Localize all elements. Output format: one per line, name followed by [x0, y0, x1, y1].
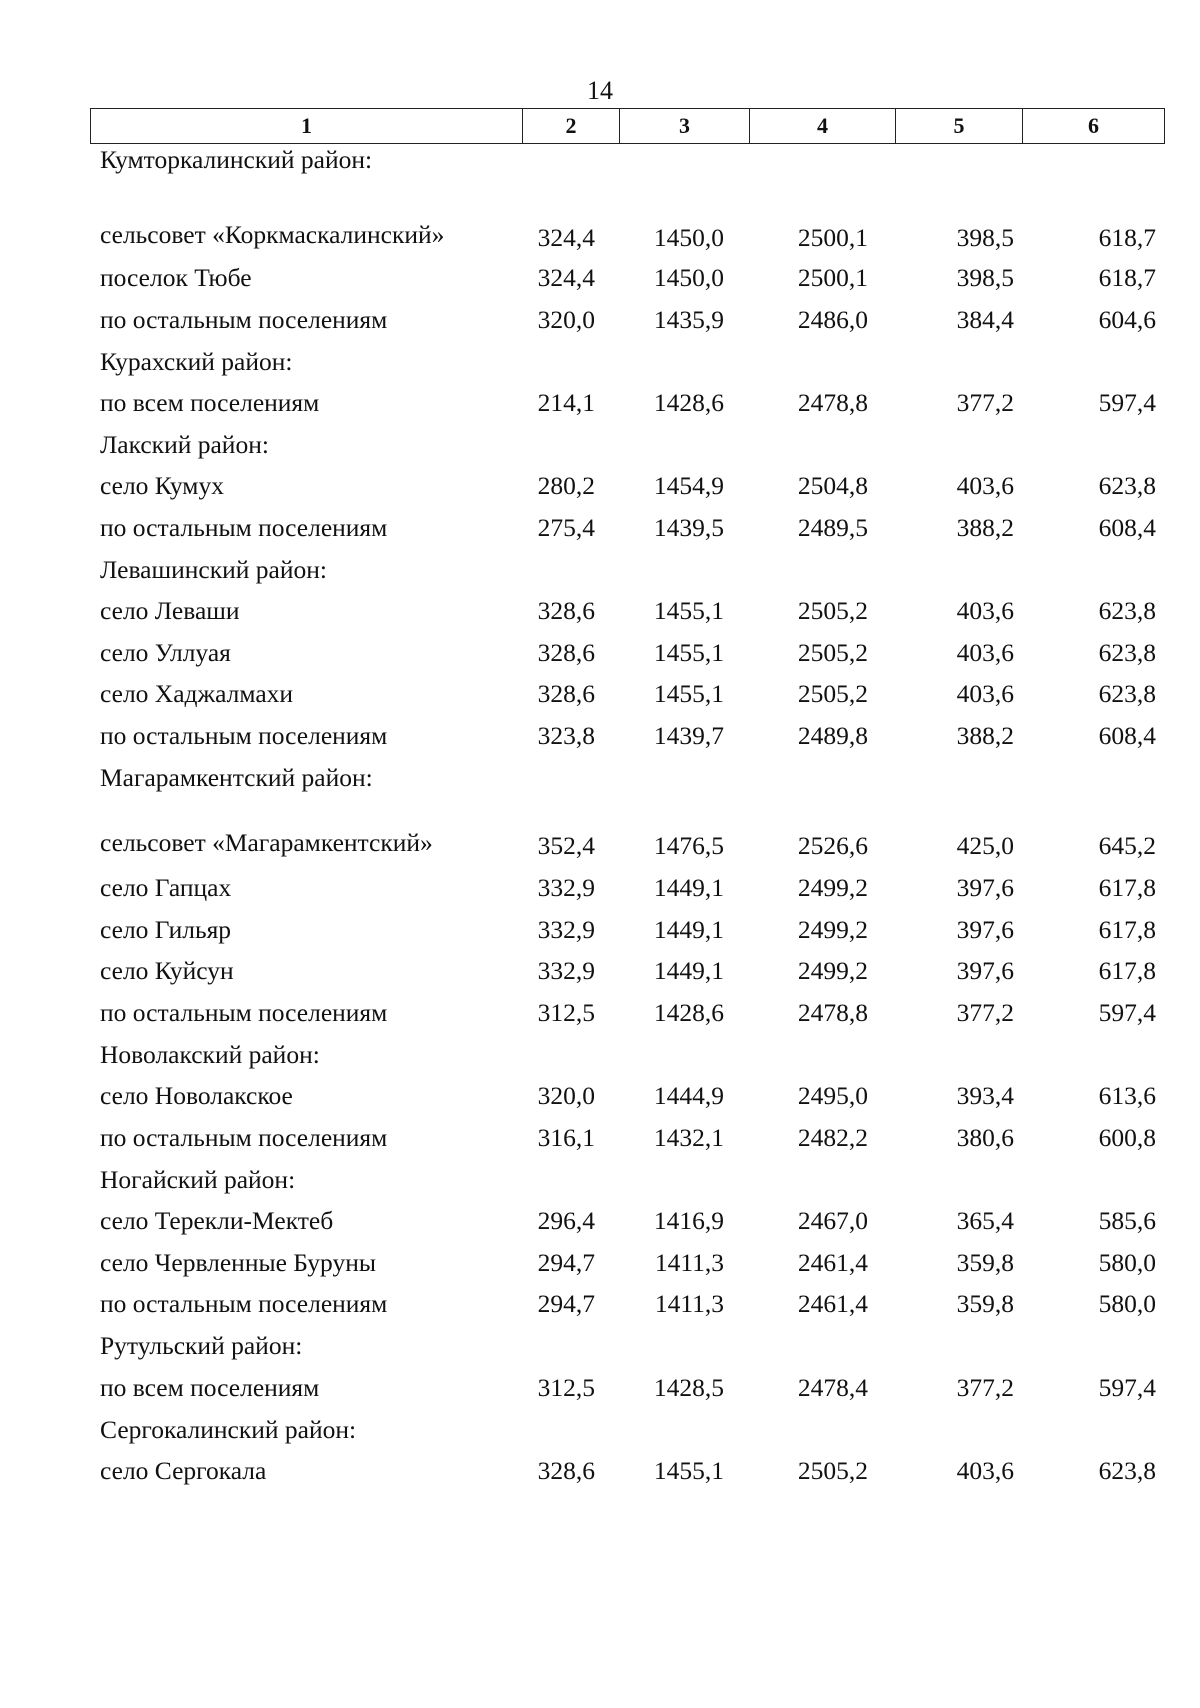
table-row [0, 910, 1200, 950]
value-col-6: 623,8 [1098, 679, 1156, 708]
value-col-3: 1450,0 [653, 223, 724, 252]
value-col-2: 332,9 [537, 873, 595, 902]
value-col-3: 1416,9 [653, 1206, 724, 1235]
value-col-6: 618,7 [1098, 263, 1156, 292]
value-col-5: 388,2 [956, 513, 1014, 542]
value-col-5: 359,8 [956, 1289, 1014, 1318]
table-row [0, 1201, 1200, 1241]
value-col-2: 294,7 [537, 1289, 595, 1318]
value-col-4: 2489,5 [797, 513, 868, 542]
settlement-name: по остальным поселениям [100, 513, 388, 542]
value-col-5: 359,8 [956, 1248, 1014, 1277]
value-col-2: 324,4 [537, 223, 595, 252]
district-name: Рутульский район: [100, 1331, 303, 1360]
column-header-5: 5 [896, 109, 1023, 144]
value-col-6: 623,8 [1098, 596, 1156, 625]
value-col-4: 2461,4 [797, 1289, 868, 1318]
value-col-2: 316,1 [537, 1123, 595, 1152]
table-row [0, 868, 1200, 908]
value-col-3: 1455,1 [653, 596, 724, 625]
value-col-4: 2478,4 [797, 1373, 868, 1402]
value-col-2: 328,6 [537, 638, 595, 667]
settlement-name: село Гильяр [100, 915, 232, 944]
settlement-name: село Уллуая [100, 638, 231, 667]
value-col-5: 397,6 [956, 873, 1014, 902]
value-col-3: 1411,3 [654, 1248, 724, 1277]
district-heading-row [0, 1326, 1200, 1366]
value-col-5: 377,2 [956, 1373, 1014, 1402]
value-col-4: 2504,8 [797, 471, 868, 500]
district-name: Лакский район: [100, 430, 269, 459]
column-header-row [91, 109, 1165, 144]
value-col-4: 2467,0 [797, 1206, 868, 1235]
table-row [0, 993, 1200, 1033]
value-col-4: 2478,8 [797, 998, 868, 1027]
value-col-6: 623,8 [1098, 638, 1156, 667]
value-col-3: 1444,9 [653, 1081, 724, 1110]
column-header-table [90, 108, 1165, 144]
column-header-4: 4 [750, 109, 896, 144]
value-col-5: 403,6 [956, 471, 1014, 500]
value-col-5: 403,6 [956, 638, 1014, 667]
value-col-2: 296,4 [537, 1206, 595, 1235]
value-col-3: 1411,3 [654, 1289, 724, 1318]
value-col-6: 580,0 [1098, 1289, 1156, 1318]
settlement-name: по остальным поселениям [100, 305, 388, 334]
column-header-6: 6 [1023, 109, 1165, 144]
value-col-3: 1435,9 [653, 305, 724, 334]
value-col-3: 1454,9 [653, 471, 724, 500]
value-col-5: 377,2 [956, 998, 1014, 1027]
value-col-4: 2499,2 [797, 873, 868, 902]
settlement-name: село Леваши [100, 596, 240, 625]
value-col-6: 604,6 [1098, 305, 1156, 334]
column-header-3: 3 [620, 109, 750, 144]
value-col-3: 1449,1 [653, 873, 724, 902]
value-col-5: 388,2 [956, 721, 1014, 750]
column-header-1: 1 [91, 109, 523, 144]
value-col-2: 323,8 [537, 721, 595, 750]
value-col-5: 380,6 [956, 1123, 1014, 1152]
value-col-2: 280,2 [537, 471, 595, 500]
value-col-3: 1449,1 [653, 915, 724, 944]
value-col-4: 2482,2 [797, 1123, 868, 1152]
value-col-3: 1428,6 [653, 998, 724, 1027]
district-heading-row [0, 550, 1200, 590]
settlement-name: село Гапцах [100, 873, 232, 902]
value-col-4: 2499,2 [797, 956, 868, 985]
page-number: 14 [587, 76, 613, 105]
value-col-2: 294,7 [537, 1248, 595, 1277]
table-row [0, 1284, 1200, 1324]
value-col-5: 397,6 [956, 915, 1014, 944]
table-row [0, 1451, 1200, 1491]
table-row [0, 1368, 1200, 1408]
value-col-6: 597,4 [1098, 998, 1156, 1027]
district-heading-row [0, 342, 1200, 382]
value-col-6: 580,0 [1098, 1248, 1156, 1277]
value-col-4: 2489,8 [797, 721, 868, 750]
district-name: Сергокалинский район: [100, 1415, 357, 1444]
settlement-name: поселок Тюбе [100, 263, 252, 292]
value-col-4: 2495,0 [797, 1081, 868, 1110]
value-col-5: 384,4 [956, 305, 1014, 334]
value-col-4: 2505,2 [797, 638, 868, 667]
district-heading-row [0, 1410, 1200, 1450]
value-col-4: 2461,4 [797, 1248, 868, 1277]
table-row [0, 1118, 1200, 1158]
value-col-2: 324,4 [537, 263, 595, 292]
value-col-4: 2505,2 [797, 1456, 868, 1485]
settlement-name: село Кумух [100, 471, 224, 500]
table-row [0, 591, 1200, 631]
value-col-2: 332,9 [537, 915, 595, 944]
value-col-3: 1432,1 [653, 1123, 724, 1152]
value-col-4: 2499,2 [797, 915, 868, 944]
value-col-2: 320,0 [537, 1081, 595, 1110]
table-row [0, 790, 1200, 866]
value-col-3: 1476,5 [653, 831, 724, 860]
settlement-name: село Терекли-Мектеб [100, 1206, 334, 1235]
table-row [0, 182, 1200, 258]
value-col-2: 328,6 [537, 679, 595, 708]
district-heading-row [0, 140, 1200, 180]
table-row [0, 1076, 1200, 1116]
table-row [0, 674, 1200, 714]
value-col-6: 623,8 [1098, 1456, 1156, 1485]
settlement-name: село Новолакское [100, 1081, 293, 1110]
value-col-6: 585,6 [1098, 1206, 1156, 1235]
value-col-5: 397,6 [956, 956, 1014, 985]
value-col-6: 617,8 [1098, 915, 1156, 944]
value-col-3: 1449,1 [653, 956, 724, 985]
value-col-2: 312,5 [537, 1373, 595, 1402]
value-col-6: 597,4 [1098, 388, 1156, 417]
table-row [0, 508, 1200, 548]
value-col-5: 403,6 [956, 596, 1014, 625]
value-col-2: 320,0 [537, 305, 595, 334]
settlement-name: сельсовет «Коркмаскалинский» [100, 220, 445, 249]
value-col-6: 600,8 [1098, 1123, 1156, 1152]
value-col-3: 1455,1 [653, 638, 724, 667]
value-col-6: 597,4 [1098, 1373, 1156, 1402]
value-col-2: 352,4 [537, 831, 595, 860]
settlement-name: село Куйсун [100, 956, 234, 985]
district-name: Новолакский район: [100, 1040, 320, 1069]
district-name: Курахский район: [100, 347, 293, 376]
table-row [0, 716, 1200, 756]
value-col-6: 613,6 [1098, 1081, 1156, 1110]
table-row [0, 1243, 1200, 1283]
value-col-3: 1428,6 [653, 388, 724, 417]
district-name: Кумторкалинский район: [100, 145, 373, 174]
value-col-2: 328,6 [537, 596, 595, 625]
value-col-5: 377,2 [956, 388, 1014, 417]
district-name: Ногайский район: [100, 1165, 296, 1194]
value-col-5: 398,5 [956, 223, 1014, 252]
settlement-name: по остальным поселениям [100, 1289, 388, 1318]
value-col-6: 623,8 [1098, 471, 1156, 500]
value-col-6: 618,7 [1098, 223, 1156, 252]
value-col-4: 2505,2 [797, 596, 868, 625]
table-row [0, 951, 1200, 991]
value-col-6: 645,2 [1098, 831, 1156, 860]
settlement-name: по остальным поселениям [100, 721, 388, 750]
district-heading-row [0, 425, 1200, 465]
value-col-2: 214,1 [537, 388, 595, 417]
table-row [0, 633, 1200, 673]
value-col-5: 398,5 [956, 263, 1014, 292]
value-col-5: 403,6 [956, 1456, 1014, 1485]
settlement-name: по всем поселениям [100, 1373, 320, 1402]
settlement-name: сельсовет «Магарамкентский» [100, 828, 433, 857]
district-name: Левашинский район: [100, 555, 327, 584]
value-col-3: 1455,1 [653, 1456, 724, 1485]
value-col-5: 365,4 [956, 1206, 1014, 1235]
value-col-4: 2478,8 [797, 388, 868, 417]
district-name: Магарамкентский район: [100, 763, 373, 792]
value-col-3: 1428,5 [653, 1373, 724, 1402]
table-row [0, 258, 1200, 298]
value-col-5: 403,6 [956, 679, 1014, 708]
settlement-name: село Сергокала [100, 1456, 267, 1485]
table-row [0, 383, 1200, 423]
value-col-5: 425,0 [956, 831, 1014, 860]
value-col-2: 312,5 [537, 998, 595, 1027]
value-col-3: 1439,5 [653, 513, 724, 542]
value-col-4: 2500,1 [797, 223, 868, 252]
district-heading-row [0, 1160, 1200, 1200]
settlement-name: по остальным поселениям [100, 998, 388, 1027]
value-col-3: 1439,7 [653, 721, 724, 750]
column-header-2: 2 [523, 109, 620, 144]
value-col-2: 328,6 [537, 1456, 595, 1485]
settlement-name: по всем поселениям [100, 388, 320, 417]
value-col-5: 393,4 [956, 1081, 1014, 1110]
value-col-6: 617,8 [1098, 873, 1156, 902]
value-col-6: 608,4 [1098, 721, 1156, 750]
value-col-2: 332,9 [537, 956, 595, 985]
value-col-4: 2505,2 [797, 679, 868, 708]
value-col-3: 1450,0 [653, 263, 724, 292]
district-heading-row [0, 1035, 1200, 1075]
value-col-2: 275,4 [537, 513, 595, 542]
value-col-6: 608,4 [1098, 513, 1156, 542]
value-col-4: 2486,0 [797, 305, 868, 334]
settlement-name: по остальным поселениям [100, 1123, 388, 1152]
value-col-6: 617,8 [1098, 956, 1156, 985]
table-row [0, 466, 1200, 506]
table-row [0, 300, 1200, 340]
value-col-3: 1455,1 [653, 679, 724, 708]
settlement-name: село Хаджалмахи [100, 679, 294, 708]
settlement-name: село Червленные Буруны [100, 1248, 377, 1277]
value-col-4: 2526,6 [797, 831, 868, 860]
value-col-4: 2500,1 [797, 263, 868, 292]
